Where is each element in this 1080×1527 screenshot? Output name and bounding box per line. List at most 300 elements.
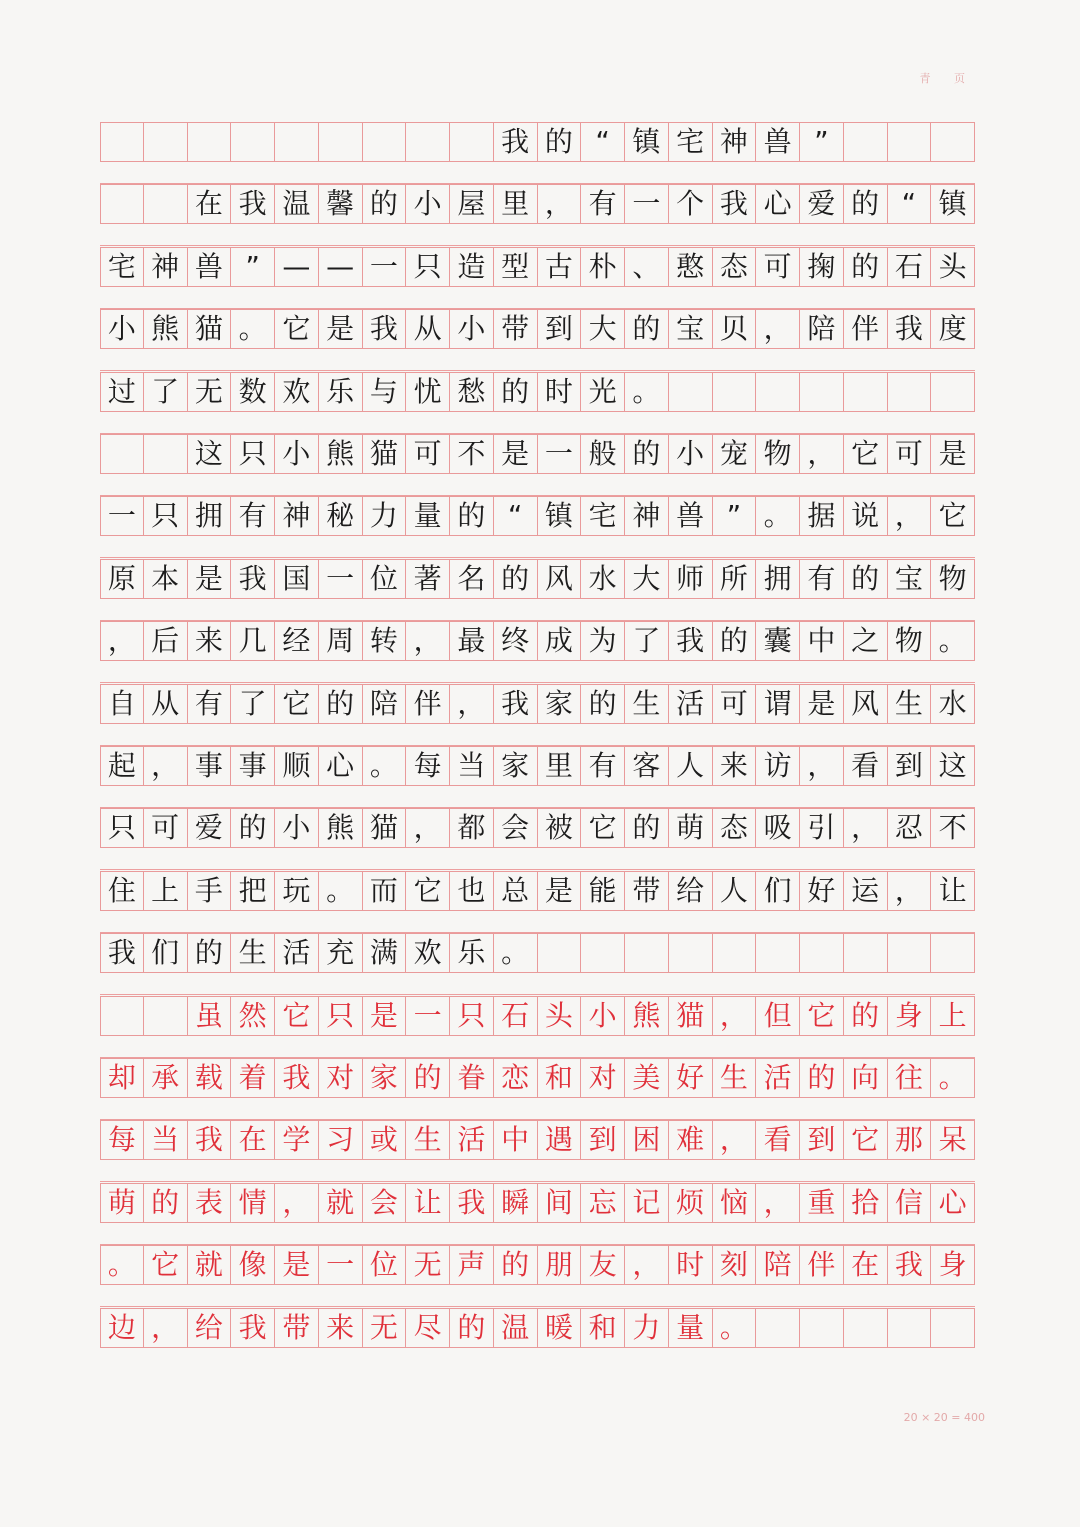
grid-cell — [713, 1120, 757, 1160]
grid-cell — [931, 621, 975, 661]
grid-cell — [275, 684, 319, 724]
grid-cell — [713, 247, 757, 287]
grid-cell — [406, 746, 450, 786]
grid-cell — [625, 559, 669, 599]
grid-cell — [888, 434, 932, 474]
handwritten-char: 而 — [369, 873, 398, 907]
handwritten-char: 引 — [807, 811, 836, 845]
grid-cell — [188, 746, 232, 786]
grid-cell — [888, 122, 932, 162]
handwritten-char: 猫 — [369, 437, 398, 470]
row-spacer — [100, 412, 975, 434]
grid-cell — [713, 309, 757, 349]
handwritten-char: 我 — [501, 686, 530, 720]
grid-cell — [669, 372, 713, 412]
handwritten-char: 让 — [938, 873, 967, 907]
grid-cell — [538, 996, 582, 1036]
handwritten-char: 后 — [151, 624, 180, 658]
handwritten-char: 中 — [501, 1123, 530, 1157]
handwritten-char: 可 — [763, 249, 792, 283]
handwritten-char: 我 — [194, 1123, 223, 1157]
handwritten-char: 最 — [457, 624, 486, 658]
grid-cell — [188, 1245, 232, 1285]
handwritten-char: 过 — [107, 374, 136, 408]
handwritten-char: 就 — [194, 1248, 223, 1282]
grid-cell — [538, 1120, 582, 1160]
grid-cell — [931, 559, 975, 599]
grid-row — [100, 1183, 975, 1223]
handwritten-char: 。 — [938, 1061, 967, 1094]
grid-cell — [319, 247, 363, 287]
grid-cell — [756, 184, 800, 224]
grid-cell — [319, 1308, 363, 1348]
grid-cell — [363, 933, 407, 973]
grid-cell — [100, 808, 144, 848]
handwritten-char: 在 — [851, 1248, 880, 1282]
grid-cell — [713, 684, 757, 724]
handwritten-char: 虽 — [194, 998, 223, 1032]
grid-cell — [713, 184, 757, 224]
grid-cell — [756, 309, 800, 349]
grid-cell — [581, 372, 625, 412]
handwritten-char: 间 — [544, 1185, 573, 1219]
handwritten-char: 据 — [807, 499, 836, 533]
handwritten-char: 物 — [894, 624, 923, 658]
handwritten-char: 瞬 — [501, 1185, 530, 1219]
grid-cell — [231, 122, 275, 162]
grid-cell — [144, 621, 188, 661]
grid-cell — [231, 1245, 275, 1285]
grid-cell — [363, 247, 407, 287]
grid-cell — [800, 496, 844, 536]
handwritten-char: 头 — [544, 998, 573, 1032]
grid-cell — [188, 309, 232, 349]
grid-cell — [100, 372, 144, 412]
grid-cell — [800, 1120, 844, 1160]
grid-cell — [538, 684, 582, 724]
handwritten-char: 不 — [457, 437, 486, 470]
row-spacer — [100, 224, 975, 246]
grid-cell — [800, 372, 844, 412]
grid-cell — [100, 247, 144, 287]
grid-cell — [581, 559, 625, 599]
handwritten-char: 的 — [151, 1185, 180, 1219]
grid-cell — [581, 871, 625, 911]
grid-cell — [450, 621, 494, 661]
grid-cell — [888, 1120, 932, 1160]
grid-cell — [450, 1058, 494, 1098]
handwritten-char: 的 — [238, 811, 267, 845]
handwritten-char: ， — [151, 1310, 180, 1344]
handwritten-char: 造 — [457, 249, 486, 283]
grid-row — [100, 808, 975, 848]
handwritten-char: 是 — [938, 437, 967, 470]
handwritten-char: 活 — [676, 686, 705, 720]
row-spacer — [100, 724, 975, 746]
grid-cell — [669, 122, 713, 162]
handwritten-char: 它 — [282, 998, 311, 1032]
row-spacer — [100, 1223, 975, 1245]
grid-cell — [275, 1308, 319, 1348]
handwritten-char: 小 — [413, 187, 442, 221]
grid-cell — [713, 559, 757, 599]
handwritten-char: ， — [807, 437, 836, 470]
handwritten-char: 朋 — [544, 1248, 573, 1282]
grid-cell — [756, 122, 800, 162]
grid-cell — [625, 621, 669, 661]
handwritten-char: 来 — [194, 624, 223, 658]
grid-cell — [144, 996, 188, 1036]
grid-cell — [275, 621, 319, 661]
handwritten-char: 为 — [588, 624, 617, 658]
handwritten-char: 只 — [107, 811, 136, 845]
grid-cell — [319, 621, 363, 661]
grid-cell — [625, 184, 669, 224]
grid-cell — [406, 1308, 450, 1348]
handwritten-char: 的 — [369, 187, 398, 221]
handwritten-char: 上 — [151, 873, 180, 907]
grid-cell — [538, 1245, 582, 1285]
grid-cell — [231, 1058, 275, 1098]
grid-cell — [844, 434, 888, 474]
handwritten-char: 恋 — [501, 1061, 530, 1094]
grid-cell — [450, 122, 494, 162]
grid-cell — [756, 559, 800, 599]
grid-cell — [800, 621, 844, 661]
grid-cell — [100, 496, 144, 536]
handwritten-char: 的 — [194, 936, 223, 970]
grid-cell — [931, 746, 975, 786]
handwritten-char: 萌 — [676, 811, 705, 845]
handwritten-char: 被 — [544, 811, 573, 845]
handwritten-char: 大 — [632, 561, 661, 595]
grid-cell — [144, 746, 188, 786]
handwritten-char: 位 — [369, 1248, 398, 1282]
handwritten-char: 度 — [938, 312, 967, 346]
handwritten-char: 。 — [632, 374, 661, 408]
grid-cell — [581, 184, 625, 224]
handwritten-char: 的 — [457, 499, 486, 533]
handwritten-char: 愁 — [457, 374, 486, 408]
handwritten-char: 贝 — [719, 312, 748, 346]
handwritten-char: 我 — [238, 187, 267, 221]
handwritten-char: 成 — [544, 624, 573, 658]
handwritten-char: 能 — [588, 873, 617, 907]
grid-cell — [406, 247, 450, 287]
grid-cell — [363, 1120, 407, 1160]
grid-cell — [144, 933, 188, 973]
grid-cell — [713, 434, 757, 474]
grid-cell — [538, 746, 582, 786]
grid-cell — [538, 372, 582, 412]
handwritten-char: 。 — [938, 624, 967, 658]
handwritten-char: 住 — [107, 873, 136, 907]
grid-cell — [494, 1120, 538, 1160]
handwritten-char: 朴 — [588, 249, 617, 283]
grid-cell — [713, 996, 757, 1036]
grid-cell — [188, 122, 232, 162]
handwritten-char: 几 — [238, 624, 267, 658]
grid-cell — [713, 1308, 757, 1348]
grid-cell — [844, 122, 888, 162]
handwritten-char: 态 — [719, 249, 748, 283]
handwritten-char: ， — [151, 749, 180, 782]
grid-cell — [494, 684, 538, 724]
handwritten-char: 当 — [151, 1123, 180, 1157]
row-spacer — [100, 973, 975, 995]
handwritten-char: 向 — [851, 1061, 880, 1094]
handwritten-char: 承 — [151, 1061, 180, 1094]
grid-cell — [275, 1058, 319, 1098]
handwritten-char: 陪 — [807, 312, 836, 346]
grid-cell — [581, 621, 625, 661]
grid-row — [100, 1120, 975, 1160]
handwritten-char: ， — [807, 749, 836, 782]
grid-cell — [800, 933, 844, 973]
handwritten-char: 上 — [938, 998, 967, 1032]
handwritten-char: 信 — [894, 1185, 923, 1219]
grid-cell — [931, 122, 975, 162]
handwritten-char: 可 — [894, 437, 923, 470]
grid-cell — [756, 372, 800, 412]
handwritten-char: ” — [726, 499, 742, 533]
handwritten-char: 量 — [676, 1310, 705, 1344]
handwritten-char: 。 — [501, 936, 530, 970]
grid-cell — [931, 871, 975, 911]
handwritten-char: 可 — [719, 686, 748, 720]
handwritten-char: 呆 — [938, 1123, 967, 1157]
grid-cell — [625, 684, 669, 724]
grid-cell — [275, 247, 319, 287]
handwritten-char: ， — [413, 624, 442, 658]
grid-cell — [450, 372, 494, 412]
handwritten-char: 忧 — [413, 374, 442, 408]
handwritten-char: ， — [894, 499, 923, 533]
handwritten-char: 数 — [238, 374, 267, 408]
grid-cell — [275, 1183, 319, 1223]
handwritten-char: 有 — [588, 749, 617, 782]
handwritten-char: “ — [595, 125, 610, 158]
handwritten-char: 总 — [501, 873, 530, 907]
grid-cell — [275, 933, 319, 973]
grid-cell — [231, 621, 275, 661]
row-spacer — [100, 911, 975, 933]
grid-cell — [188, 684, 232, 724]
grid-cell — [188, 871, 232, 911]
handwritten-char: 在 — [194, 187, 223, 221]
grid-cell — [231, 746, 275, 786]
handwritten-char: ， — [107, 624, 136, 658]
grid-cell — [188, 933, 232, 973]
handwritten-char: 事 — [238, 749, 267, 782]
grid-cell — [625, 871, 669, 911]
handwritten-char: 温 — [501, 1310, 530, 1344]
grid-cell — [625, 1245, 669, 1285]
grid-cell — [494, 1308, 538, 1348]
handwritten-char: 或 — [369, 1123, 398, 1157]
grid-cell — [450, 247, 494, 287]
grid-cell — [363, 808, 407, 848]
grid-cell — [888, 559, 932, 599]
grid-cell — [231, 309, 275, 349]
handwritten-char: 欢 — [413, 936, 442, 970]
handwritten-char: 猫 — [676, 998, 705, 1032]
handwritten-char: 人 — [719, 873, 748, 907]
grid-cell — [188, 808, 232, 848]
handwritten-char: — — [326, 249, 355, 283]
grid-cell — [756, 247, 800, 287]
grid-cell — [188, 184, 232, 224]
handwritten-char: 看 — [851, 749, 880, 782]
handwritten-char: 给 — [194, 1310, 223, 1344]
row-spacer — [100, 162, 975, 184]
grid-cell — [144, 871, 188, 911]
grid-cell — [144, 1058, 188, 1098]
grid-cell — [100, 1058, 144, 1098]
handwritten-char: 就 — [326, 1185, 355, 1219]
grid-row — [100, 1058, 975, 1098]
handwritten-char: 伴 — [807, 1248, 836, 1282]
handwritten-char: 镇 — [632, 125, 661, 158]
grid-cell — [494, 184, 538, 224]
grid-cell — [363, 746, 407, 786]
handwritten-char: 熊 — [151, 312, 180, 346]
handwritten-char: 每 — [107, 1123, 136, 1157]
handwritten-char: 人 — [676, 749, 705, 782]
grid-cell — [888, 746, 932, 786]
grid-cell — [188, 1183, 232, 1223]
handwritten-char: 小 — [282, 811, 311, 845]
row-spacer — [100, 536, 975, 558]
grid-cell — [144, 1120, 188, 1160]
grid-cell — [669, 808, 713, 848]
grid-cell — [100, 1308, 144, 1348]
handwritten-char: 原 — [107, 561, 136, 595]
handwritten-char: 运 — [851, 873, 880, 907]
grid-cell — [931, 372, 975, 412]
handwritten-char: 美 — [632, 1061, 661, 1094]
handwritten-char: ， — [632, 1248, 661, 1282]
grid-cell — [406, 1058, 450, 1098]
handwritten-char: 事 — [194, 749, 223, 782]
grid-cell — [538, 871, 582, 911]
grid-cell — [319, 1058, 363, 1098]
grid-cell — [713, 122, 757, 162]
handwritten-char: ， — [544, 187, 573, 221]
handwritten-char: 它 — [282, 312, 311, 346]
grid-cell — [800, 122, 844, 162]
handwritten-char: 师 — [676, 561, 705, 595]
handwritten-char: 的 — [326, 686, 355, 720]
page-mark-top: 青 页 — [919, 72, 975, 85]
handwritten-char: ， — [851, 811, 880, 845]
grid-cell — [144, 372, 188, 412]
grid-cell — [800, 808, 844, 848]
handwritten-char: 水 — [938, 686, 967, 720]
handwritten-char: 心 — [938, 1185, 967, 1219]
grid-cell — [844, 1120, 888, 1160]
handwritten-char: 烦 — [676, 1185, 705, 1219]
grid-cell — [100, 1120, 144, 1160]
grid-cell — [319, 996, 363, 1036]
grid-cell — [625, 1183, 669, 1223]
handwritten-char: 的 — [501, 374, 530, 408]
grid-cell — [494, 434, 538, 474]
handwritten-char: 客 — [632, 749, 661, 782]
handwritten-char: 着 — [238, 1061, 267, 1094]
handwritten-char: 水 — [588, 561, 617, 595]
grid-cell — [713, 621, 757, 661]
handwritten-char: 载 — [194, 1061, 223, 1094]
grid-cell — [581, 684, 625, 724]
grid-cell — [319, 434, 363, 474]
handwritten-char: 馨 — [326, 187, 355, 221]
grid-cell — [844, 309, 888, 349]
handwritten-char: 们 — [151, 936, 180, 970]
handwritten-char: 周 — [326, 624, 355, 658]
handwritten-char: 本 — [151, 561, 180, 595]
handwritten-char: 宠 — [719, 437, 748, 470]
handwritten-char: 表 — [194, 1185, 223, 1219]
grid-cell — [100, 621, 144, 661]
handwritten-char: 生 — [632, 686, 661, 720]
handwritten-char: 兽 — [676, 499, 705, 533]
handwritten-char: 它 — [851, 437, 880, 470]
handwritten-char: 小 — [457, 312, 486, 346]
grid-cell — [450, 559, 494, 599]
grid-cell — [713, 1058, 757, 1098]
grid-cell — [450, 496, 494, 536]
grid-cell — [144, 496, 188, 536]
handwritten-char: 困 — [632, 1123, 661, 1157]
grid-cell — [888, 621, 932, 661]
handwritten-char: 。 — [107, 1248, 136, 1282]
grid-cell — [931, 1245, 975, 1285]
grid-cell — [363, 559, 407, 599]
handwritten-char: 对 — [326, 1061, 355, 1094]
grid-cell — [363, 184, 407, 224]
grid-cell — [669, 933, 713, 973]
grid-cell — [100, 684, 144, 724]
grid-row — [100, 122, 975, 162]
handwritten-char: 、 — [632, 249, 661, 283]
grid-cell — [406, 434, 450, 474]
row-spacer — [100, 1160, 975, 1182]
handwritten-char: 情 — [238, 1185, 267, 1219]
grid-cell — [931, 1058, 975, 1098]
grid-cell — [450, 184, 494, 224]
grid-cell — [450, 1120, 494, 1160]
grid-cell — [844, 372, 888, 412]
handwritten-char: 无 — [413, 1248, 442, 1282]
handwritten-char: 是 — [369, 998, 398, 1032]
grid-cell — [713, 1183, 757, 1223]
grid-cell — [931, 1120, 975, 1160]
grid-cell — [800, 1245, 844, 1285]
grid-cell — [756, 1183, 800, 1223]
grid-cell — [888, 496, 932, 536]
handwritten-char: ， — [719, 1123, 748, 1157]
grid-cell — [450, 871, 494, 911]
row-spacer — [100, 349, 975, 371]
grid-cell — [538, 309, 582, 349]
grid-cell — [800, 871, 844, 911]
handwritten-char: 身 — [938, 1248, 967, 1282]
grid-cell — [319, 1183, 363, 1223]
grid-cell — [888, 933, 932, 973]
handwritten-char: 的 — [719, 624, 748, 658]
grid-cell — [363, 684, 407, 724]
